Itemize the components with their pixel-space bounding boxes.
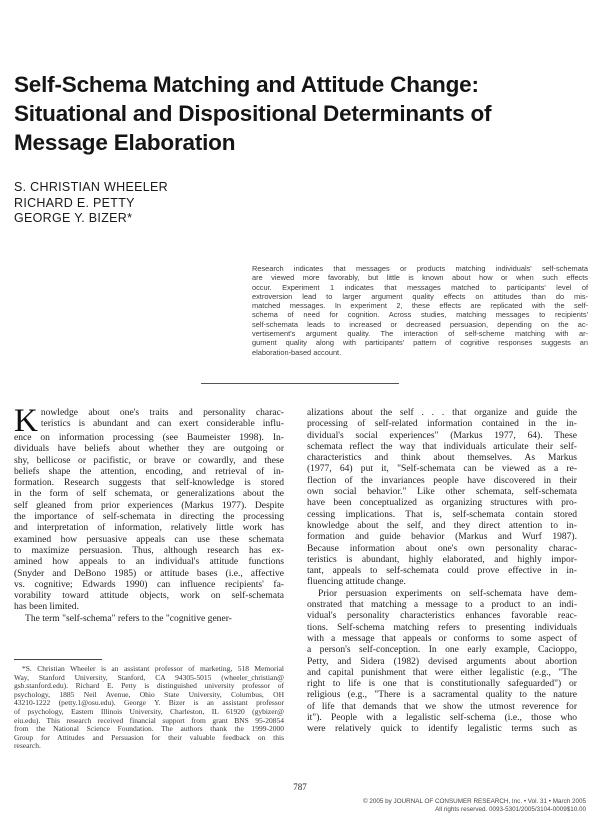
left-column: [14, 403, 284, 624]
footnote-line: of psychology, Eastern Illinois University, Charleston, IL 61920 (gybizer@: [14, 707, 284, 716]
footnote-rule: [14, 659, 102, 660]
abstract-line: matched messages. In experiment 2, these effects are replicated with the self-: [252, 301, 588, 311]
body-line: (1977, 64) put it, "Self-schemata can be viewed as a re-: [307, 463, 577, 475]
title-line: Situational and Dispositional Determinants of: [14, 101, 492, 126]
body-line: nowledge about one's traits and personality charac-: [40, 407, 284, 418]
right-paragraph-1: [307, 407, 577, 588]
body-line: tant, appeals to self-schemata could prove effective in in-: [307, 565, 577, 577]
abstract-line: gument quality along with participants' pattern of cognitive responses suggests an: [252, 338, 588, 348]
body-line: dividuals have beliefs about whether they are outgoing or: [14, 443, 284, 455]
section-divider: [201, 383, 399, 384]
body-line: vorability toward attitude objects, work on self-schemata: [14, 590, 284, 602]
footnote-line: from the National Science Foundation. The authors thank the 1999-2000: [14, 725, 284, 734]
body-line: beliefs shape the attention, encoding, and retrieval of in-: [14, 465, 284, 477]
footnote-line: *S. Christian Wheeler is an assistant professor of marketing, 518 Memorial: [22, 665, 284, 673]
abstract-line: vertisement's argument quality. The interaction of self-scheme matching with ar-: [252, 329, 588, 339]
body-line: self gleaned from prior experiences (Markus 1977). Despite: [14, 499, 284, 511]
article-title: [14, 70, 584, 157]
copyright-line: All rights reserved. 0093-5301/2005/3104-0009$10.00: [435, 806, 586, 813]
body-line: vs. cognitive; Edwards 1990) can influence recipients' fa-: [14, 578, 284, 590]
title-line: Self-Schema Matching and Attitude Change:: [14, 72, 479, 97]
footnote-line: eiu.edu). This research received financial support from grant BNS 95-20854: [14, 716, 284, 725]
body-line: has been limited.: [14, 601, 79, 613]
body-line: of life that demands that we show the utmost reverence for: [307, 700, 577, 712]
body-line: characteristics and think about themselves. As Markus: [307, 452, 577, 464]
footnote-line: research.: [14, 742, 41, 751]
footnote-line: Group for Attitudes and Persuasion for their valuable feedback on this: [14, 733, 284, 742]
body-line: ence on information processing (see Baumeister 1998). In-: [14, 432, 284, 443]
abstract-line: Research indicates that messages or products matching individuals' self-schemata: [252, 264, 588, 273]
abstract-line: elaboration-based account.: [252, 347, 342, 357]
body-line: and capital punishment that were either legalistic (e.g., "The: [307, 666, 577, 678]
body-line: Petty, and Sidera (1982) devised arguments about abortion: [307, 655, 577, 667]
body-line: a person's self-conception. In one early example, Cacioppo,: [307, 644, 577, 656]
body-line: in the form of self schemata, or generalizations about the: [14, 488, 284, 500]
copyright-line: © 2005 by JOURNAL OF CONSUMER RESEARCH, Inc. • Vol. 31 • March 2005: [363, 798, 586, 805]
body-line: were relatively quick to identify legalistic terms such as: [307, 723, 577, 735]
author-list: [14, 180, 168, 227]
body-line: processing of self-related information contained in the in-: [307, 418, 577, 430]
body-line: onstrated that matching a message to a product to an indi-: [307, 599, 577, 611]
footnote-line: Way, Stanford University, Stanford, CA 94305-5015 (wheeler_christian@: [14, 673, 284, 682]
body-line: Because information about one's own personality charac-: [307, 542, 577, 554]
body-line: tions. Self-schema matching refers to presenting individuals: [307, 621, 577, 633]
body-line: flection of the invariances people have discovered in their: [307, 474, 577, 486]
body-line: it"). People with a legalistic self-schema (i.e., those who: [307, 712, 577, 724]
body-line: the importance of self-schemata in directing the processing: [14, 511, 284, 523]
left-body-lines: [14, 432, 284, 613]
author-name: RICHARD E. PETTY: [14, 195, 135, 210]
body-line: examined how persuasive appeals can use these schemata: [14, 533, 284, 545]
abstract-line: schema of need for cognition. Across studies, matching messages to recipients': [252, 310, 588, 320]
body-line: formation and guide behavior (Markus and Wurf 1987).: [307, 531, 577, 543]
body-line: religious (e.g., "There is a sacramental quality to the nature: [307, 689, 577, 701]
copyright-notice: [363, 798, 586, 814]
body-line: amined how appeals to an individual's attitude functions: [14, 556, 284, 568]
body-line: right to life is one that is constitutionally safeguarded") or: [307, 678, 577, 690]
right-column: [307, 407, 577, 735]
body-line: alizations about the self . . . that organize and guide the: [307, 407, 577, 418]
body-line: dividual's social experiences" (Markus 1977, 64). These: [307, 429, 577, 441]
body-line: vidual's personality characteristics enhances favorable reac-: [307, 610, 577, 622]
abstract-line: occur. Experiment 1 indicates that messages matched to participants' level of: [252, 282, 588, 292]
abstract: [252, 264, 588, 357]
body-line: teristics is abundant, highly elaborated, and highly impor-: [307, 553, 577, 565]
abstract-line: self-schemata leads to increased or decreased persuasion, depending on the ac-: [252, 319, 588, 329]
body-line: The term "self-schema" refers to the "cognitive gener-: [25, 612, 232, 624]
title-line: Message Elaboration: [14, 130, 236, 155]
footnote-line: gsb.stanford.edu). Richard E. Petty is distinguished university professor of: [14, 682, 284, 691]
body-line: schemata reflect the way that individuals articulate their self-: [307, 440, 577, 452]
body-line: shy, bellicose or pacifistic, or brave or cowardly, and these: [14, 454, 284, 466]
body-line: knowledge about the self, and they direct attention to in-: [307, 519, 577, 531]
body-line: own social behavior." Like other schemata, self-schemata: [307, 486, 577, 498]
author-name: S. CHRISTIAN WHEELER: [14, 180, 168, 194]
author-footnote: [14, 665, 284, 751]
body-line: fluencing attitude change.: [307, 576, 406, 588]
body-line: with a message that appeals or conforms to some aspect of: [307, 632, 577, 644]
body-line: cessing implications. That is, self-schemata contain stored: [307, 508, 577, 520]
abstract-line: are viewed more favorably, but little is known about how or when such effects: [252, 273, 588, 283]
body-line: and interpretation of information, relatively little work has: [14, 522, 284, 534]
footnote-line: 43210-1222 (petty.1@osu.edu). George Y. Bizer is an assistant professor: [14, 699, 284, 708]
body-line: (Snyder and DeBono 1985) or attitude bases (i.e., affective: [14, 567, 284, 579]
author-name: GEORGE Y. BIZER*: [14, 211, 133, 225]
page-number: 787: [293, 782, 307, 792]
drop-cap: K: [14, 403, 38, 439]
body-line: to maximize persuasion. Thus, although research has ex-: [14, 544, 284, 556]
right-paragraph-2: [307, 588, 577, 735]
footnote-line: psychology, 1885 Neil Avenue, Ohio State University, Columbus, OH: [14, 690, 284, 699]
body-line: Prior persuasion experiments on self-schemata have dem-: [318, 587, 577, 599]
body-line: teristics is abundant and can exert considerable influ-: [40, 418, 284, 430]
abstract-line: extroversion lead to larger argument quality effects on attitudes than do mis-: [252, 291, 588, 301]
body-line: have been conceptualized as organizing structures with pro-: [307, 497, 577, 509]
body-line: formation. Research suggests that self-knowledge is stored: [14, 477, 284, 489]
